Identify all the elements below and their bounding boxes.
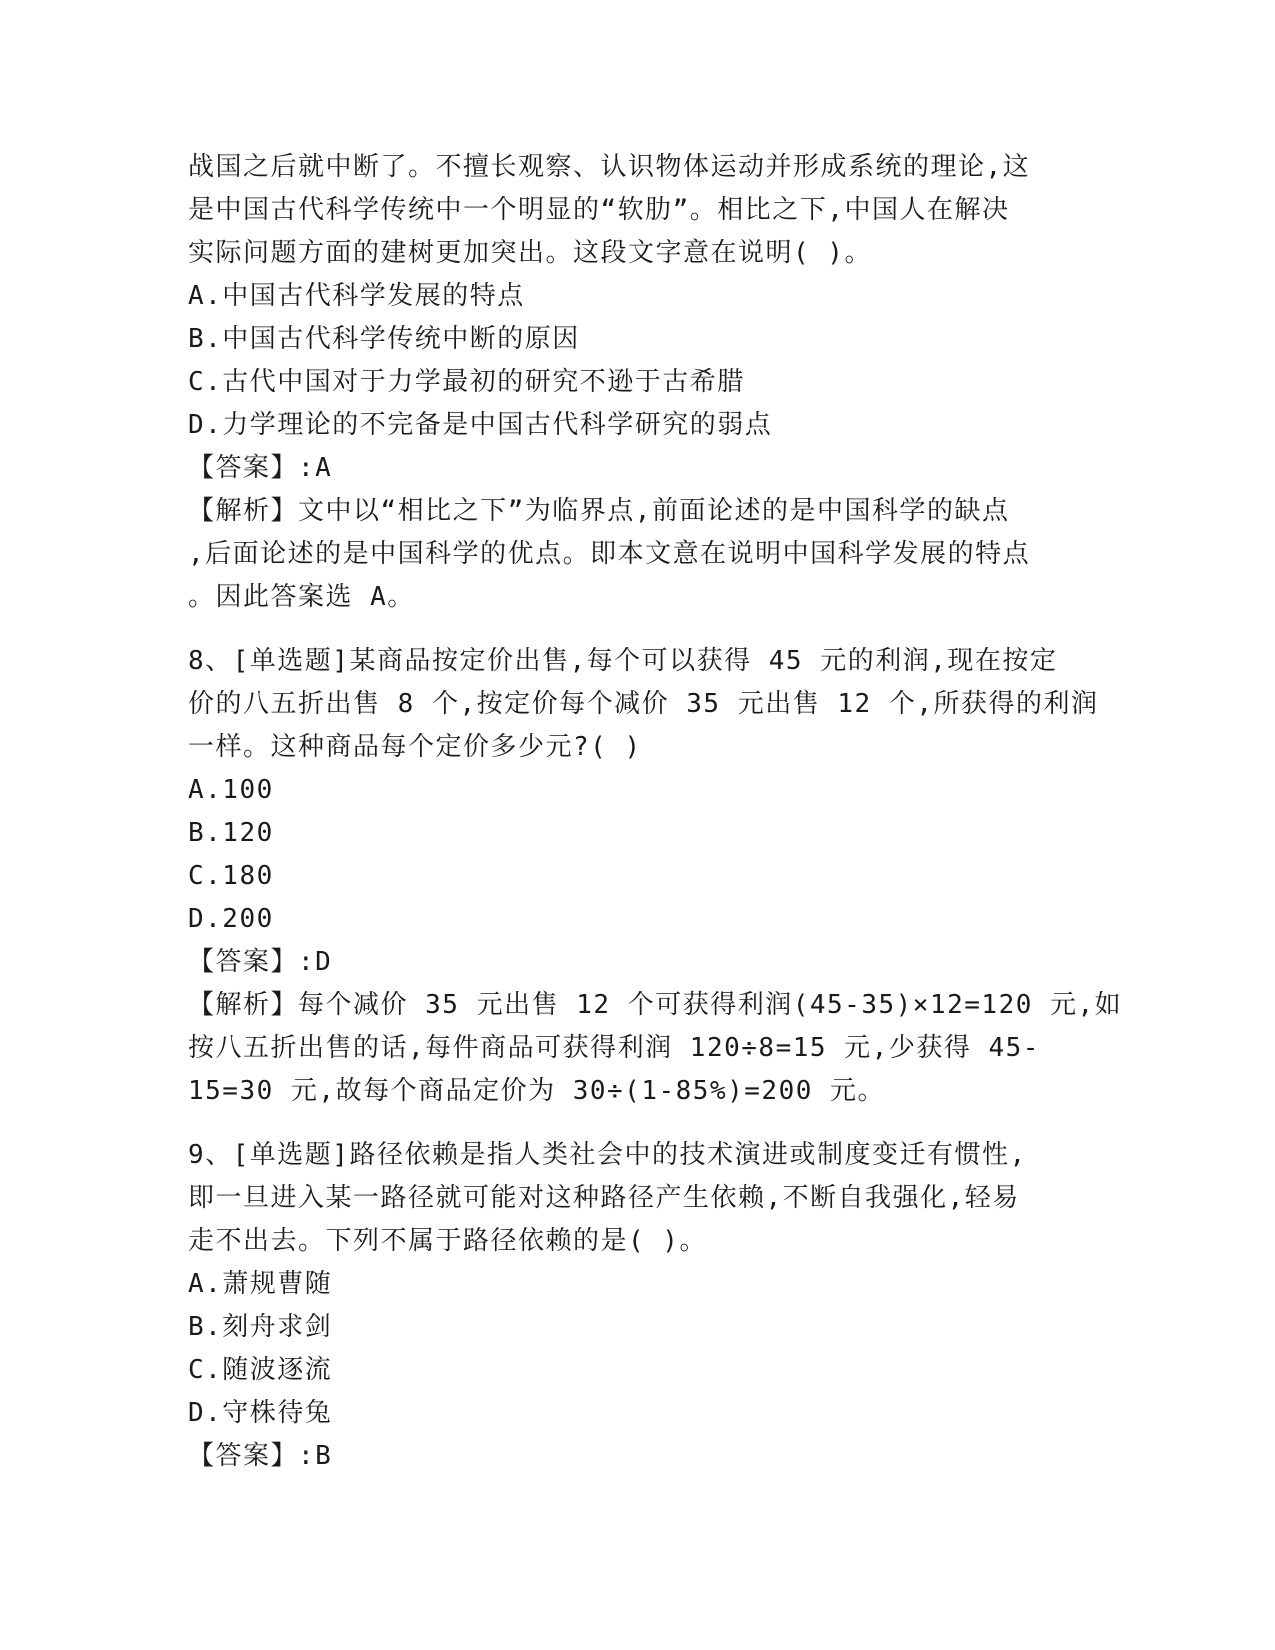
analysis-line: 按八五折出售的话,每件商品可获得利润 120÷8=15 元,少获得 45-	[188, 1033, 1040, 1063]
analysis-line: 15=30 元,故每个商品定价为 30÷(1-85%)=200 元。	[188, 1076, 886, 1106]
analysis-line: 【解析】每个减价 35 元出售 12 个可获得利润(45-35)×12=120 元,如	[188, 990, 1123, 1020]
question-stem-line: 走不出去。下列不属于路径依赖的是( )。	[188, 1226, 707, 1256]
question-spacer	[188, 619, 1088, 640]
option-b: B.中国古代科学传统中断的原因	[188, 324, 580, 354]
document-page	[188, 146, 1123, 1478]
question-8	[188, 640, 1123, 1113]
option-a: A.100	[188, 775, 274, 805]
answer-line: 【答案】:B	[188, 1441, 333, 1471]
question-stem-line: 实际问题方面的建树更加突出。这段文字意在说明( )。	[188, 238, 872, 268]
analysis-line: 。因此答案选 A。	[188, 582, 415, 612]
question-spacer	[188, 1113, 1088, 1134]
question-stem-line: 一样。这种商品每个定价多少元?( )	[188, 732, 642, 762]
option-a: A.萧规曹随	[188, 1269, 333, 1299]
option-a: A.中国古代科学发展的特点	[188, 281, 525, 311]
analysis-line: ,后面论述的是中国科学的优点。即本文意在说明中国科学发展的特点	[188, 539, 1031, 569]
option-b: B.刻舟求剑	[188, 1312, 333, 1342]
option-d: D.200	[188, 904, 274, 934]
option-c: C.古代中国对于力学最初的研究不逊于古希腊	[188, 367, 745, 397]
option-d: D.力学理论的不完备是中国古代科学研究的弱点	[188, 410, 773, 440]
question-stem-line: 是中国古代科学传统中一个明显的“软肋”。相比之下,中国人在解决	[188, 195, 1010, 225]
question-stem-line: 9、[单选题]路径依赖是指人类社会中的技术演进或制度变迁有惯性,	[188, 1140, 1027, 1170]
question-stem-line: 价的八五折出售 8 个,按定价每个减价 35 元出售 12 个,所获得的利润	[188, 689, 1099, 719]
question-7	[188, 146, 1088, 619]
answer-line: 【答案】:A	[188, 453, 333, 483]
answer-line: 【答案】:D	[188, 947, 333, 977]
question-stem-line: 即一旦进入某一路径就可能对这种路径产生依赖,不断自我强化,轻易	[188, 1183, 1020, 1213]
option-d: D.守株待兔	[188, 1398, 333, 1428]
option-c: C.随波逐流	[188, 1355, 333, 1385]
question-stem-line: 战国之后就中断了。不擅长观察、认识物体运动并形成系统的理论,这	[188, 152, 1031, 182]
option-c: C.180	[188, 861, 274, 891]
option-b: B.120	[188, 818, 274, 848]
question-9	[188, 1134, 1088, 1478]
analysis-line: 【解析】文中以“相比之下”为临界点,前面论述的是中国科学的缺点	[188, 496, 1010, 526]
question-stem-line: 8、[单选题]某商品按定价出售,每个可以获得 45 元的利润,现在按定	[188, 646, 1058, 676]
